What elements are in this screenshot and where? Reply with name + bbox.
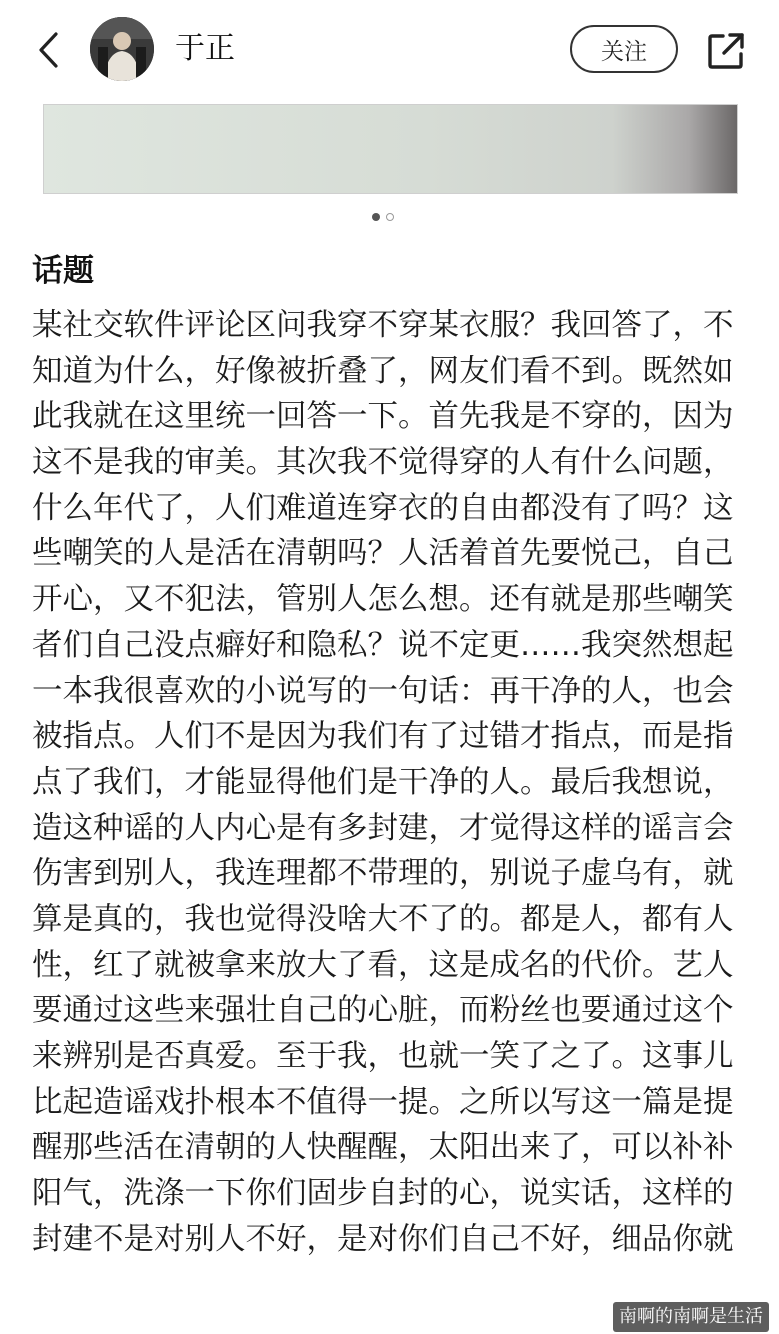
back-button[interactable] bbox=[30, 28, 66, 72]
article-line: 知道为什么，好像被折叠了，网友们看不到。既然如 bbox=[32, 353, 734, 389]
article-line: 者们自己没点癖好和隐私？说不定更……我突然想起 bbox=[32, 627, 734, 663]
article-line: 什么年代了，人们难道连穿衣的自由都没有了吗？这 bbox=[32, 490, 734, 526]
article-line: 点了我们，才能显得他们是干净的人。最后我想说， bbox=[32, 764, 734, 800]
article-line: 阳气，洗涤一下你们固步自封的心，说实话，这样的 bbox=[32, 1176, 734, 1212]
carousel-pager bbox=[372, 212, 394, 222]
watermark: 南啊的南啊是生活 bbox=[613, 1302, 769, 1332]
article-line: 一本我很喜欢的小说写的一句话：再干净的人，也会 bbox=[32, 673, 734, 709]
pager-dot-active[interactable] bbox=[372, 213, 380, 221]
image-banner[interactable] bbox=[43, 104, 738, 194]
article-line: 封建不是对别人不好，是对你们自己不好，细品你就 bbox=[32, 1221, 734, 1257]
article-line: 伤害到别人，我连理都不带理的，别说子虚乌有，就 bbox=[32, 856, 734, 892]
chevron-left-icon bbox=[36, 31, 60, 69]
article-line: 算是真的，我也觉得没啥大不了的。都是人，都有人 bbox=[32, 901, 734, 937]
article-line: 开心，又不犯法，管别人怎么想。还有就是那些嘲笑 bbox=[32, 582, 734, 618]
article-line: 醒那些活在清朝的人快醒醒，太阳出来了，可以补补 bbox=[32, 1130, 734, 1166]
avatar-image bbox=[90, 17, 154, 81]
article-line: 性，红了就被拿来放大了看，这是成名的代价。艺人 bbox=[32, 947, 734, 983]
article-line: 来辨别是否真爱。至于我，也就一笑了之了。这事儿 bbox=[32, 1039, 734, 1074]
share-icon bbox=[706, 31, 746, 71]
section-title: 话题 bbox=[32, 253, 94, 289]
username[interactable]: 于正 bbox=[175, 31, 235, 66]
article-line: 此我就在这里统一回答一下。首先我是不穿的，因为 bbox=[32, 399, 734, 435]
article-line: 这不是我的审美。其次我不觉得穿的人有什么问题， bbox=[32, 445, 734, 481]
avatar[interactable] bbox=[90, 17, 154, 81]
pager-dot[interactable] bbox=[386, 213, 394, 221]
article-line: 造这种谣的人内心是有多封建，才觉得这样的谣言会 bbox=[32, 810, 734, 846]
article-line: 某社交软件评论区问我穿不穿某衣服？我回答了，不 bbox=[32, 308, 734, 343]
article-line: 些嘲笑的人是活在清朝吗？人活着首先要悦己，自己 bbox=[32, 536, 734, 572]
top-bar bbox=[0, 0, 779, 100]
article-body bbox=[32, 303, 752, 1262]
article-line: 被指点。人们不是因为我们有了过错才指点，而是指 bbox=[32, 719, 734, 755]
share-button[interactable] bbox=[704, 29, 748, 73]
article-line: 要通过这些来强壮自己的心脏，而粉丝也要通过这个 bbox=[32, 993, 734, 1029]
article-line: 比起造谣戏扑根本不值得一提。之所以写这一篇是提 bbox=[32, 1084, 734, 1120]
follow-button[interactable]: 关注 bbox=[570, 25, 678, 73]
